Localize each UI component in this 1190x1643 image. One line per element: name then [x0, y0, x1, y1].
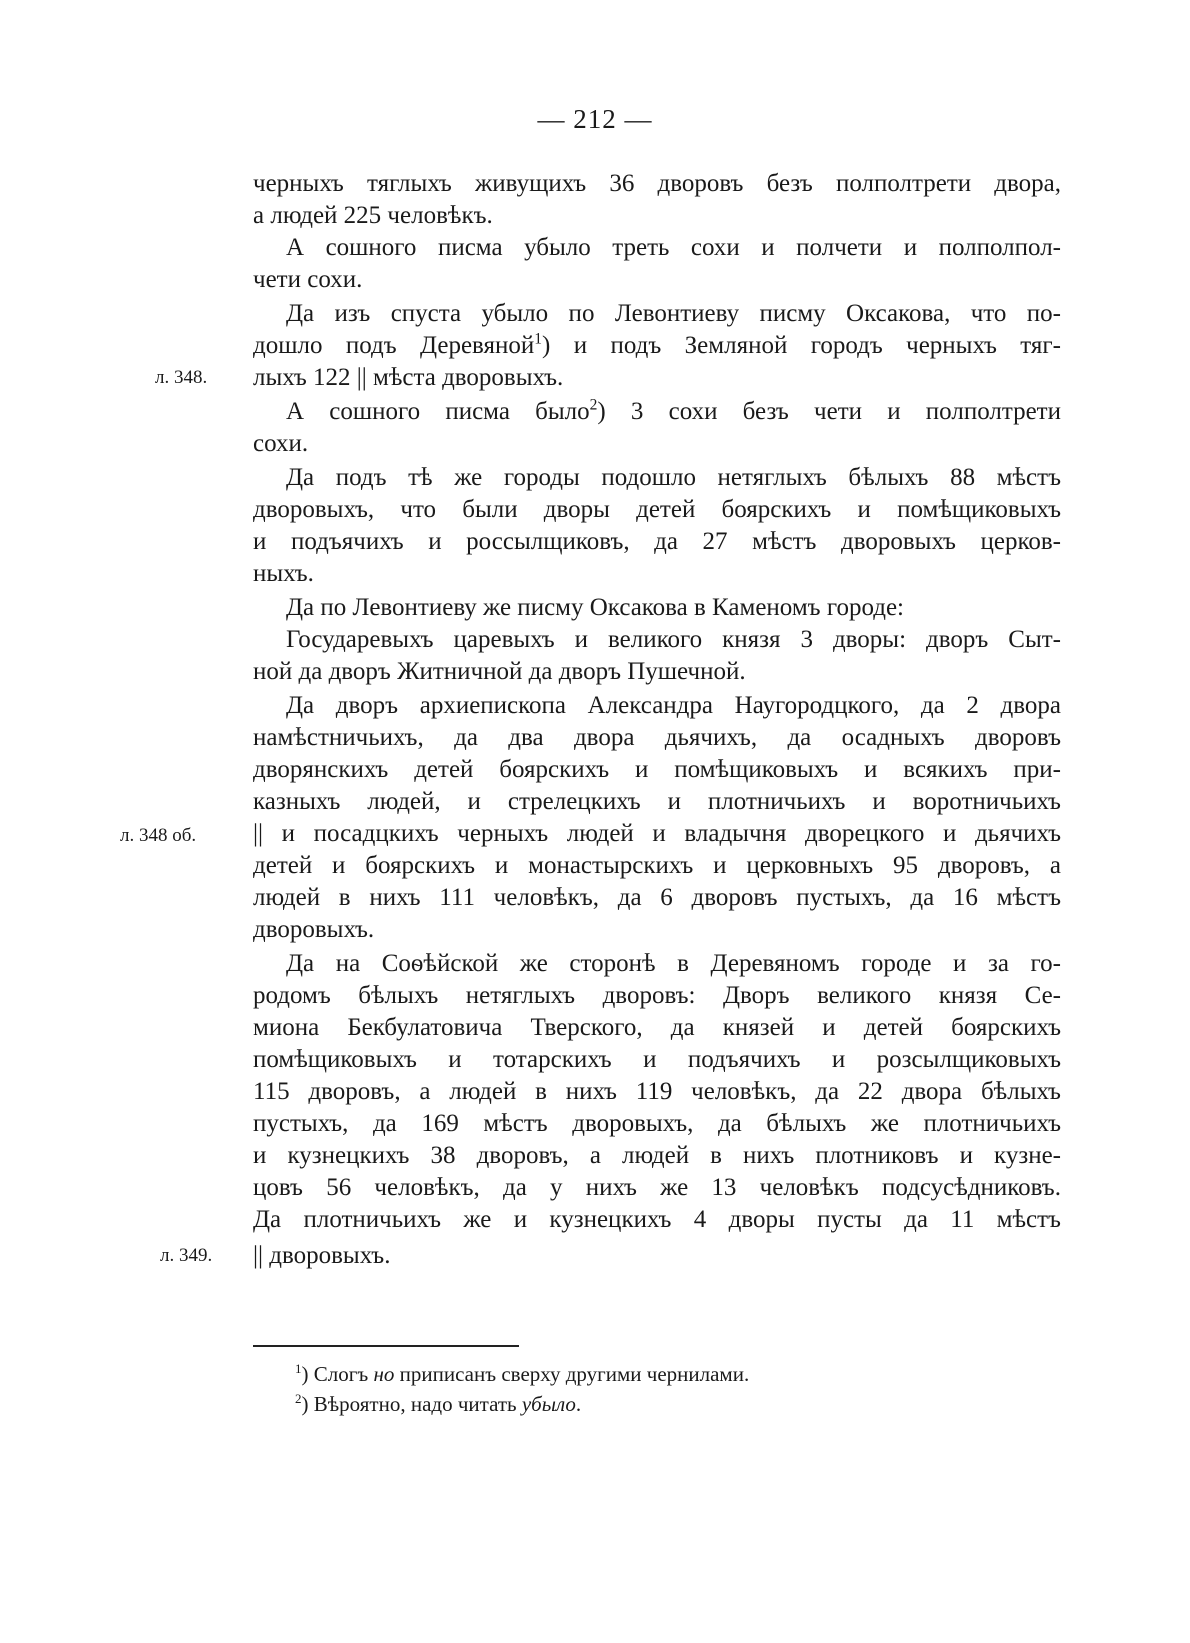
footnote-mark: 2 — [295, 1391, 302, 1406]
text-line: 115 дворовъ, а людей в нихъ 119 человѣкъ, да 22 двора бѣлыхъ — [253, 1078, 1061, 1105]
text-line: ной да дворъ Житничной да дворъ Пушечной. — [253, 658, 746, 685]
footnote-ref-2: 2 — [589, 396, 598, 414]
text-line: намѣстничьихъ, да два двора дьячихъ, да осадныхъ дворовъ — [253, 724, 1061, 751]
text-line — [286, 396, 1061, 428]
text-line: цовъ 56 человѣкъ, да у нихъ же 13 человѣкъ подсусѣдниковъ. — [253, 1174, 1061, 1201]
footnote-text: ) Слогъ — [301, 1362, 374, 1386]
margin-note-leaf-349: л. 349. — [160, 1245, 213, 1266]
text-fragment: дошло подъ Деревяной — [253, 332, 535, 359]
text-line: сохи. — [253, 430, 309, 457]
footnote-text: . — [575, 1392, 582, 1416]
text-line: казныхъ людей, и стрелецкихъ и плотничьихъ и воротничьихъ — [253, 788, 1061, 815]
text-line: Государевыхъ царевыхъ и великого князя 3 дворы: дворъ Сыт- — [286, 626, 1061, 653]
text-line: и подъячихъ и россылщиковъ, да 27 мѣстъ дворовыхъ церков- — [253, 528, 1061, 555]
text-line: лыхъ 122 || мѣста дворовыхъ. — [253, 364, 564, 391]
text-fragment: ) и подъ Земляной городъ черныхъ тяг- — [542, 332, 1061, 359]
footnote-mark: 1 — [295, 1361, 302, 1376]
footnote-text: ) Вѣроятно, надо читать — [301, 1392, 522, 1416]
margin-note-leaf-348-verso: л. 348 об. — [120, 825, 197, 846]
footnote-divider — [253, 1345, 519, 1347]
text-line: Да по Левонтиеву же писму Оксакова в Каменомъ городе: — [286, 594, 904, 621]
text-line: пустыхъ, да 169 мѣстъ дворовыхъ, да бѣлыхъ же плотничьихъ — [253, 1110, 1061, 1137]
text-line: Да плотничьихъ же и кузнецкихъ 4 дворы пусты да 11 мѣстъ — [253, 1206, 1061, 1233]
text-line: помѣщиковыхъ и тотарскихъ и подъячихъ и розсылщиковыхъ — [253, 1046, 1061, 1073]
text-line: дворянскихъ детей боярскихъ и помѣщиковыхъ и всякихъ при- — [253, 756, 1061, 783]
text-line: А сошного писма убыло треть сохи и полчети и полполпол- — [286, 234, 1061, 261]
text-fragment: А сошного писма было — [286, 398, 590, 425]
text-line: дворовыхъ. — [253, 916, 375, 943]
footnote-2 — [295, 1390, 581, 1418]
footnote-1 — [295, 1360, 749, 1388]
text-line: Да подъ тѣ же городы подошло нетяглыхъ бѣлыхъ 88 мѣстъ — [286, 464, 1061, 491]
text-line: черныхъ тяглыхъ живущихъ 36 дворовъ безъ полполтрети двора, — [253, 170, 1061, 197]
text-line: родомъ бѣлыхъ нетяглыхъ дворовъ: Дворъ великого князя Се- — [253, 982, 1061, 1009]
text-line: || и посадцкихъ черныхъ людей и владычня дворецкого и дьячихъ — [253, 820, 1061, 847]
footnote-ref-1: 1 — [534, 330, 543, 348]
margin-note-leaf-348: л. 348. — [155, 367, 208, 388]
text-fragment: ) 3 сохи безъ чети и полполтрети — [597, 398, 1061, 425]
text-line: Да дворъ архиепископа Александра Наугородцкого, да 2 двора — [286, 692, 1061, 719]
text-line: людей в нихъ 111 человѣкъ, да 6 дворовъ пустыхъ, да 16 мѣстъ — [253, 884, 1061, 911]
text-line: миона Бекбулатовича Тверского, да князей и детей боярскихъ — [253, 1014, 1061, 1041]
text-line: и кузнецкихъ 38 дворовъ, а людей в нихъ плотниковъ и кузне- — [253, 1142, 1061, 1169]
page-number: — 212 — — [537, 104, 653, 134]
footnote-text: приписанъ сверху другими чернилами. — [394, 1362, 750, 1386]
text-line — [253, 330, 1061, 362]
text-line: Да на Соѳѣйской же сторонѣ в Деревяномъ городе и за го- — [286, 950, 1061, 977]
footnote-italic: убыло — [521, 1392, 576, 1416]
text-line: Да изъ спуста убыло по Левонтиеву писму Оксакова, что по- — [286, 300, 1061, 327]
text-line: а людей 225 человѣкъ. — [253, 202, 493, 229]
footnote-italic: но — [373, 1362, 395, 1386]
text-line: чети сохи. — [253, 266, 363, 293]
text-line: || дворовыхъ. — [253, 1242, 391, 1269]
text-line: детей и боярскихъ и монастырскихъ и церковныхъ 95 дворовъ, а — [253, 852, 1061, 879]
text-line: ныхъ. — [253, 560, 314, 587]
text-line: дворовыхъ, что были дворы детей боярскихъ и помѣщиковыхъ — [253, 496, 1061, 523]
